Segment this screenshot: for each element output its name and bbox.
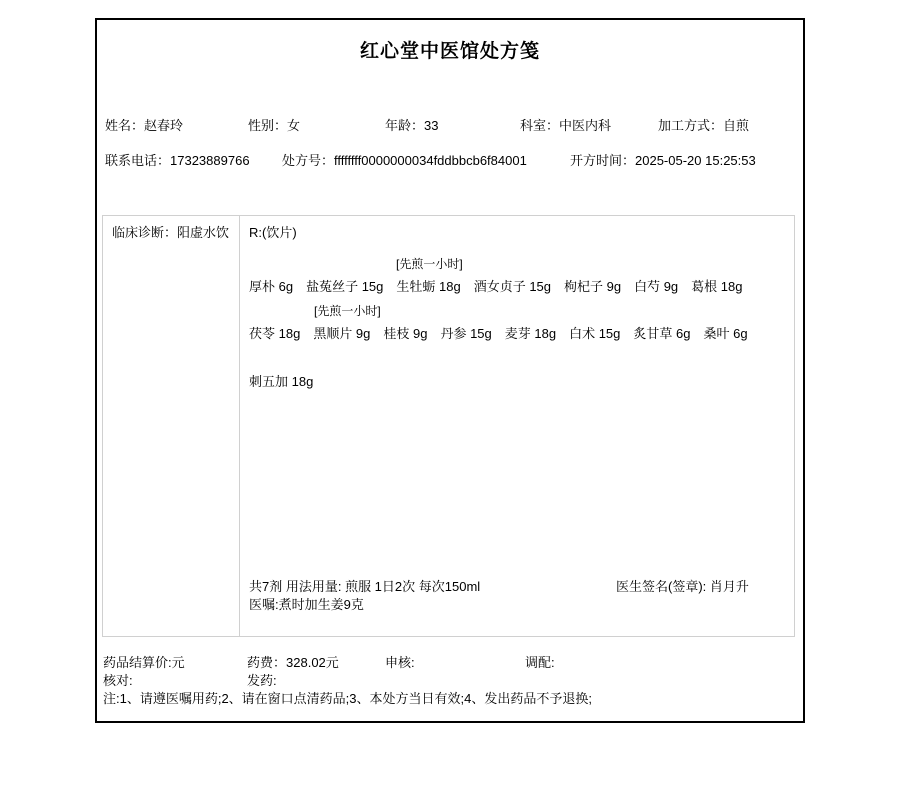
settle-price-field (103, 652, 185, 671)
field-label: 药品结算价: (103, 655, 172, 670)
prescription-sheet (95, 18, 805, 723)
field-label: 年龄： (385, 118, 425, 133)
doctor-signature: 医生签名(签章): 肖月升 (616, 579, 749, 594)
field-value: 2025-05-20 15:25:53 (635, 153, 756, 168)
field-processing-method (658, 115, 749, 134)
audit-field: 申核: (385, 655, 415, 670)
page-title: 红心堂中医馆处方笺 (359, 41, 540, 62)
field-gender (248, 115, 300, 134)
field-value: 元 (171, 655, 185, 670)
field-value: 17323889766 (170, 153, 250, 168)
herb-item: 枸杞子 9g (564, 279, 622, 294)
field-label: 开方时间： (570, 153, 636, 168)
dosage-summary: 共7剂 用法用量: 煎服 1日2次 每次150ml (249, 579, 481, 594)
herb-item: 桑叶 6g (703, 326, 748, 341)
diagnosis-value: 阳虚水饮 (177, 225, 230, 240)
prescription-body-box (102, 215, 795, 637)
herb-item: 炙甘草 6g (633, 326, 691, 341)
check-field: 核对: (103, 673, 133, 688)
herb-line-2 (249, 323, 748, 342)
field-label: 联系电话： (105, 153, 171, 168)
decoction-note-1: [先煎一小时] (396, 257, 463, 271)
field-label: 性别： (248, 118, 288, 133)
herb-line-1 (249, 276, 742, 295)
field-phone (105, 150, 250, 169)
herb-item: 黑顺片 9g (313, 326, 371, 341)
field-label: 科室： (520, 118, 560, 133)
diagnosis-label: 临床诊断： (112, 225, 178, 240)
decoction-note-2: [先煎一小时] (314, 304, 381, 318)
herb-item: 生牡蛎 18g (396, 279, 461, 294)
fee-field (247, 652, 339, 671)
rx-header: R:(饮片) (249, 225, 297, 240)
field-value: 女 (287, 118, 301, 133)
field-value: 328.02元 (286, 655, 339, 670)
herb-item: 酒女贞子 15g (473, 279, 552, 294)
rx-content (240, 216, 794, 636)
herb-item: 厚朴 6g (249, 279, 294, 294)
field-value: 33 (424, 118, 439, 133)
clinical-diagnosis (103, 216, 240, 636)
herb-item: 白术 15g (569, 326, 621, 341)
field-value: 中医内科 (559, 118, 612, 133)
doctor-advice: 医嘱:煮时加生姜9克 (249, 597, 364, 612)
herb-item: 葛根 18g (691, 279, 743, 294)
herb-item: 刺五加 18g (249, 374, 314, 389)
field-age (385, 115, 438, 134)
issue-field: 发药: (247, 673, 277, 688)
field-value: ffffffff0000000034fddbbcb6f84001 (334, 153, 527, 168)
herb-item: 盐菟丝子 15g (306, 279, 384, 294)
field-issue-time (570, 150, 756, 169)
dispense-field: 调配: (525, 655, 555, 670)
herb-item: 茯苓 18g (249, 326, 301, 341)
field-label: 药费： (247, 655, 287, 670)
herb-item: 白芍 9g (634, 279, 679, 294)
field-patient-name (105, 115, 183, 134)
herb-item: 丹参 15g (440, 326, 492, 341)
herb-item: 麦芽 18g (504, 326, 557, 341)
field-label: 加工方式： (658, 118, 724, 133)
field-label: 姓名： (105, 118, 145, 133)
field-value: 自煎 (723, 118, 750, 133)
notes-line: 注:1、请遵医嘱用药;2、请在窗口点清药品;3、本处方当日有效;4、发出药品不予退换; (103, 691, 592, 706)
field-label: 处方号： (282, 153, 335, 168)
herb-item: 桂枝 9g (383, 326, 428, 341)
field-value: 赵春玲 (144, 118, 184, 133)
herb-line-3 (249, 371, 313, 390)
field-prescription-number (282, 150, 527, 169)
field-department (520, 115, 611, 134)
